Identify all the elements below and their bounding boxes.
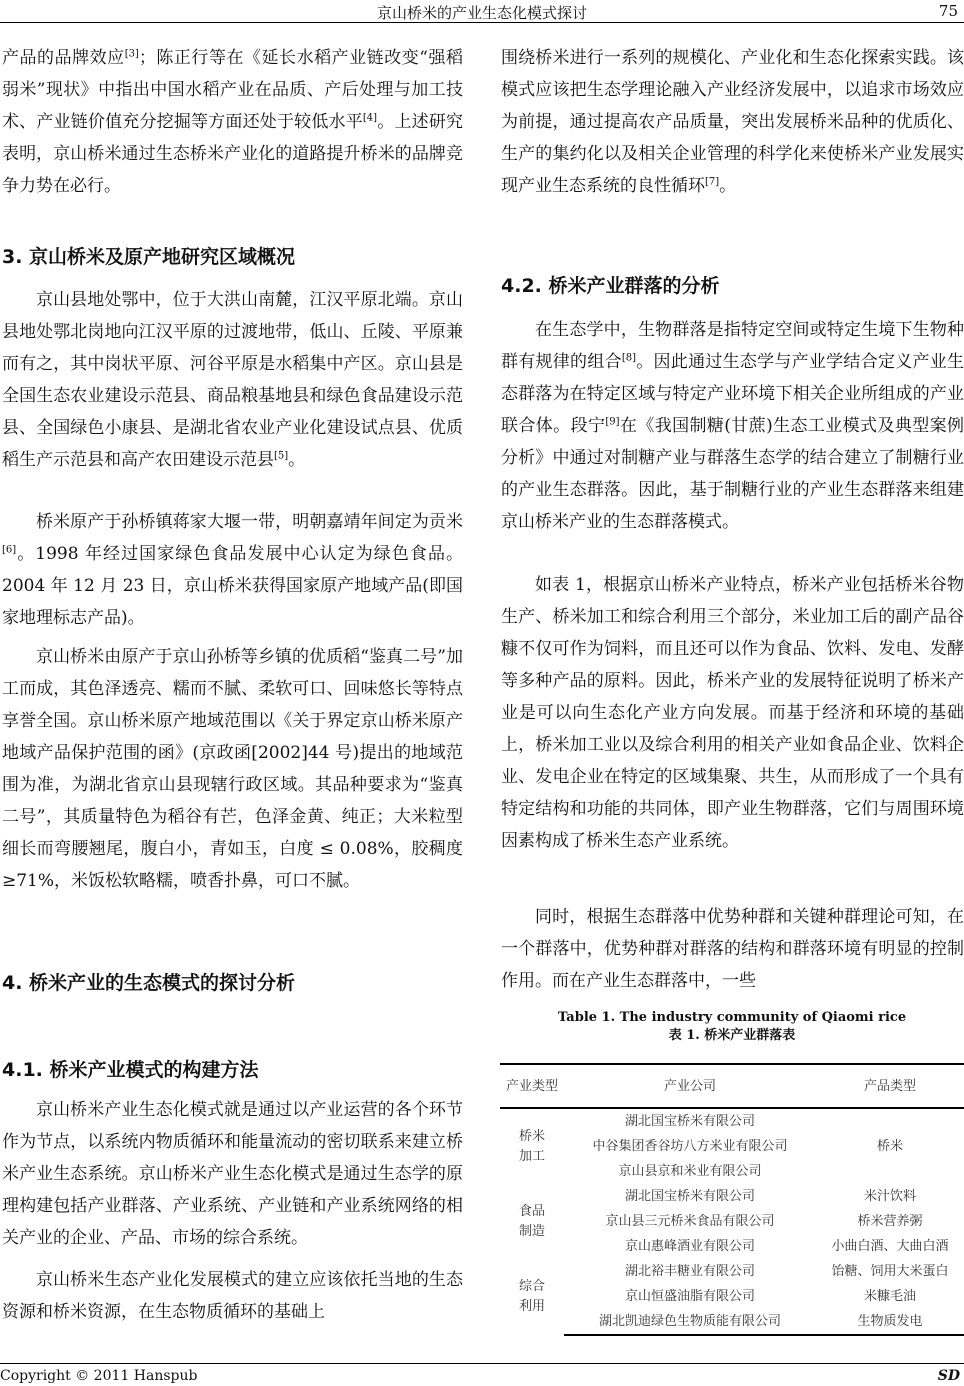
paragraph: 京山桥米由原产于京山孙桥等乡镇的优质稻“鉴真二号”加工而成，其色泽透亮、糯而不腻、柔软可口、回味悠长等特点享誉全国。京山桥米原产地域范围以《关于界定京山桥米原产地域产品保护范围的函》(京政函[2002]44 号)提出的地域范围为准，为湖北省京山县现辖行政区域。其品种要求为“鉴真二号”，其质量特色为稻谷有芒，色泽金黄、纯正；大米粒型细长而弯腰翘尾，腹白小，青如玉，白度 ≤ 0.08%，胶稠度 ≥71%，米饭松软略糯，喷香扑鼻，可口不腻。	[2, 647, 463, 891]
citation[interactable]: [4]	[362, 112, 378, 124]
product-type: 饴糖、饲用大米蛋白	[831, 1264, 949, 1279]
product-type: 米汁饮料	[863, 1189, 916, 1204]
table-caption-en: Table 1. The industry community of Qiaomi rice	[557, 1010, 907, 1025]
page-footer	[0, 1363, 964, 1384]
section-heading-4-2: 4.2. 桥米产业群落的分析	[501, 275, 720, 297]
text: 。1998 年经过国家绿色食品发展中心认定为绿色食品。2004 年 12 月 23 日，京山桥米获得国家原产地域产品(即国家地理标志产品)。	[2, 544, 463, 628]
industry-type: 桥米加工	[518, 1128, 545, 1164]
text: 围绕桥米进行一系列的规模化、产业化和生态化探索实践。该模式应该把生态学理论融入产业经济发展中，以追求市场效应为前提，通过提高农产品质量，突出发展桥米品种的优质化、生产的集约化以及相关企业管理的科学化来使桥米产业发展实现产业生态系统的良性循环	[501, 48, 964, 196]
company: 湖北凯迪绿色生物质能有限公司	[564, 1309, 816, 1335]
paragraph	[501, 42, 964, 202]
product-type: 桥米营养粥	[857, 1214, 923, 1229]
section-heading-4-1: 4.1. 桥米产业模式的构建方法	[2, 1059, 259, 1081]
paragraph	[2, 42, 463, 202]
text: 在《我国制糖(甘蔗)生态工业模式及典型案例分析》中通过对制糖产业与群落生态学的结合建立了制糖行业的产业生态群落。因此，基于制糖行业的产业生态群落来组建京山桥米产业的生态群落模式。	[501, 416, 964, 532]
product-type: 生物质发电	[816, 1309, 964, 1335]
table-row	[500, 1108, 964, 1134]
text: 桥米原产于孙桥镇蒋家大堰一带，明朝嘉靖年间定为贡米	[36, 512, 463, 532]
text: ；陈正行等在《延长水稻产业链改变“强稻弱米”现状》中指出中国水稻产业在品质、产后处理与加工技术、产业链价值充分挖掘等方面还处于较低水平	[2, 48, 463, 132]
citation[interactable]: [5]	[274, 450, 289, 462]
paragraph	[501, 314, 964, 538]
journal-abbrev: SD	[937, 1368, 960, 1384]
table-row	[500, 1259, 964, 1284]
table-header-row	[500, 1064, 964, 1108]
paragraph	[2, 284, 463, 476]
column-header: 产品类型	[816, 1064, 964, 1108]
text: 。	[719, 176, 737, 196]
company: 湖北国宝桥米有限公司	[624, 1114, 755, 1129]
text: 。	[288, 450, 306, 470]
table-row	[500, 1184, 964, 1209]
table-row	[500, 1309, 964, 1335]
table-caption-zh: 表 1. 桥米产业群落表	[668, 1028, 796, 1043]
text: 在生态学中，生物群落是指特定空间或特定生境下生物种群有规律的组合	[501, 320, 964, 372]
paragraph	[2, 506, 463, 634]
paragraph: 京山桥米产业生态化模式就是通过以产业运营的各个环节作为节点，以系统内物质循环和能量流动的密切联系来建立桥米产业生态系统。京山桥米产业生态化模式是通过生态学的原理构建包括产业群落、产业系统、产业链和产业系统网络的相关产业的企业、产品、市场的综合系统。	[2, 1100, 463, 1248]
text: 。上述研究表明，京山桥米通过生态桥米产业化的道路提升桥米的品牌竞争力势在必行。	[2, 112, 464, 196]
column-header: 产业类型	[500, 1064, 564, 1108]
company: 京山惠峰酒业有限公司	[624, 1239, 755, 1254]
company: 京山县京和米业有限公司	[618, 1164, 762, 1179]
paragraph: 京山桥米生态产业化发展模式的建立应该依托当地的生态资源和桥米资源，在生态物质循环的基础上	[2, 1270, 463, 1322]
product-type: 小曲白酒、大曲白酒	[831, 1239, 949, 1254]
industry-type: 食品制造	[518, 1203, 545, 1239]
industry-type: 综合利用	[518, 1279, 545, 1314]
column-header: 产业公司	[564, 1064, 816, 1108]
product-type: 桥米	[876, 1139, 903, 1154]
citation[interactable]: [3]	[124, 48, 139, 60]
company: 中谷集团香谷坊八方米业有限公司	[592, 1139, 788, 1154]
citation[interactable]: [8]	[621, 352, 637, 364]
product-type: 米糠毛油	[863, 1289, 916, 1304]
company: 湖北国宝桥米有限公司	[624, 1189, 755, 1204]
company: 湖北裕丰糖业有限公司	[624, 1264, 755, 1279]
company: 京山县三元桥米食品有限公司	[605, 1214, 775, 1229]
page-number: 75	[938, 2, 958, 20]
paragraph: 同时，根据生态群落中优势种群和关键种群理论可知，在一个群落中，优势种群对群落的结构和群落环境有明显的控制作用。而在产业生态群落中，一些	[501, 907, 964, 991]
section-heading-3: 3. 京山桥米及原产地研究区域概况	[2, 246, 296, 268]
table-row	[500, 1234, 964, 1259]
industry-community-table	[500, 1063, 964, 1336]
text: 。因此通过生态学与产业学结合定义产业生态群落为在特定区域与特定产业环境下相关企业所组成的产业联合体。段宁	[501, 352, 964, 436]
paragraph: 如表 1，根据京山桥米产业特点，桥米产业包括桥米谷物生产、桥米加工和综合利用三个部分，米业加工后的副产品谷糠不仅可作为饲料，而且还可以作为食品、饮料、发电、发酵等多种产品的原料。因此，桥米产业的发展特征说明了桥米产业是可以向生态化产业方向发展。而基于经济和环境的基础上，桥米加工业以及综合利用的相关产业如食品企业、饮料企业、发电企业在特定的区域集聚、共生，从而形成了一个具有特定结构和功能的共同体，即产业生物群落，它们与周围环境因素构成了桥米生态产业系统。	[501, 575, 964, 851]
citation[interactable]: [7]	[705, 176, 720, 188]
running-header	[0, 0, 964, 23]
text: 京山县地处鄂中，位于大洪山南麓，江汉平原北端。京山县地处鄂北岗地向江汉平原的过渡地带，低山、丘陵、平原兼而有之，其中岗状平原、河谷平原是水稻集中产区。京山县是全国生态农业建设示范县、商品粮基地县和绿色食品建设示范县、全国绿色小康县、是湖北省农业产业化建设试点县、优质稻生产示范县和高产农田建设示范县	[2, 290, 463, 470]
copyright: Copyright © 2011 Hanspub	[0, 1368, 198, 1384]
company: 京山恒盛油脂有限公司	[624, 1289, 755, 1304]
citation[interactable]: [6]	[2, 544, 17, 556]
section-heading-4: 4. 桥米产业的生态模式的探讨分析	[2, 972, 296, 994]
header-title: 京山桥米的产业生态化模式探讨	[376, 4, 587, 22]
text: 产品的品牌效应	[2, 48, 125, 68]
table-row	[500, 1209, 964, 1234]
citation[interactable]: [9]	[605, 416, 620, 428]
table-row	[500, 1284, 964, 1309]
